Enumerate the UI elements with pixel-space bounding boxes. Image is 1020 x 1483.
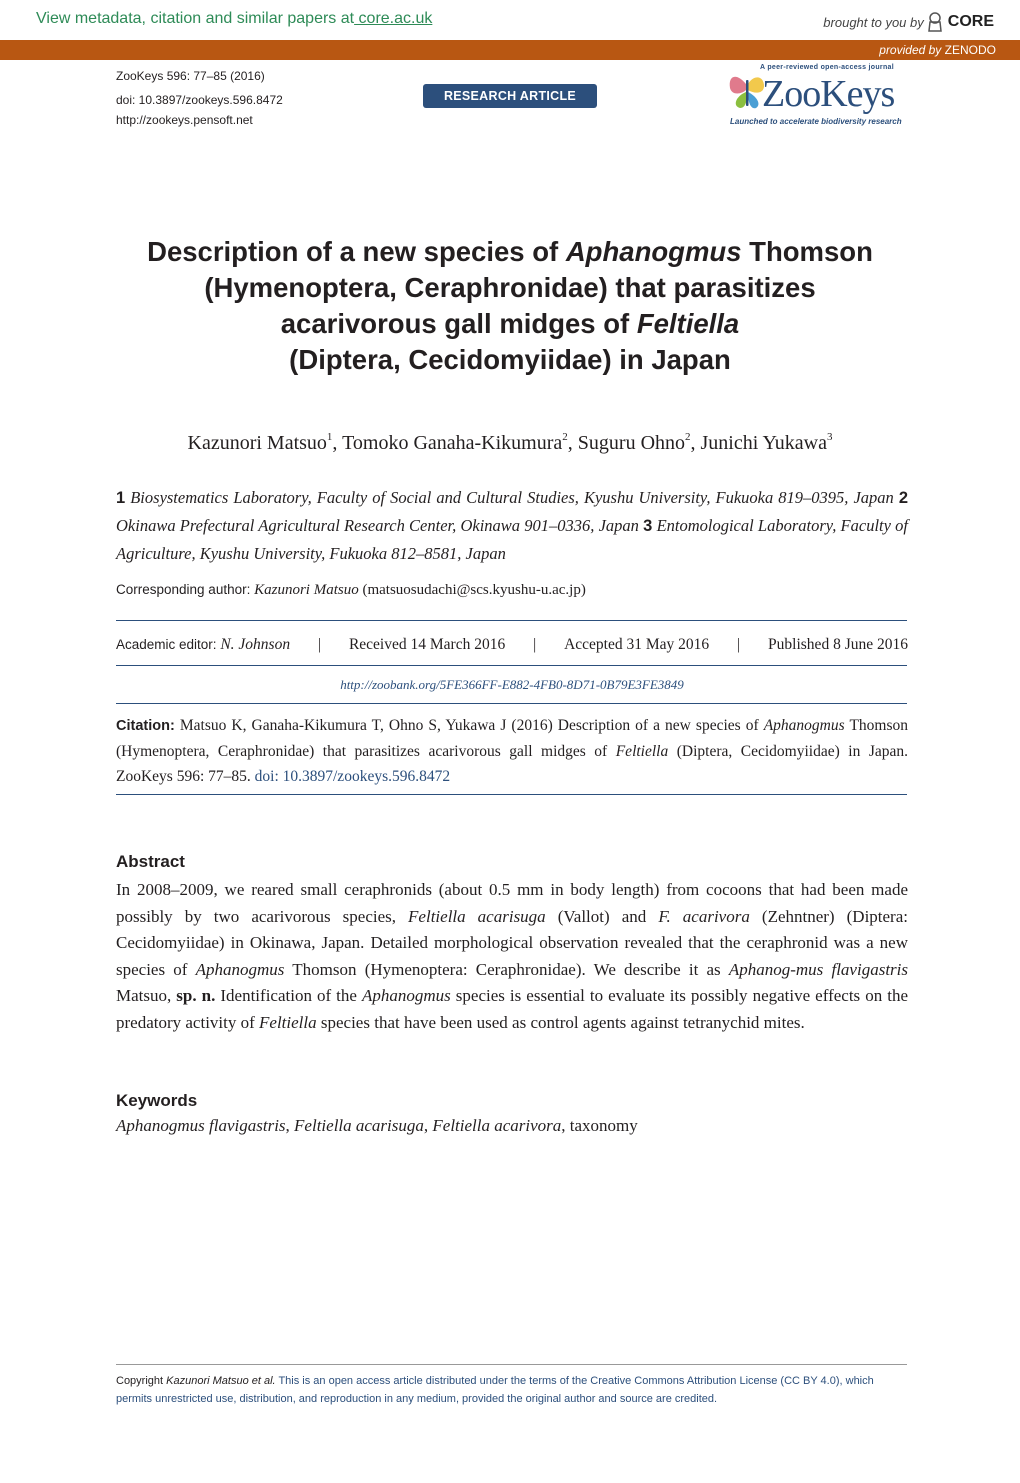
species-name: F. acarivora [658,906,750,926]
affiliation-text: Biosystematics Laboratory, Faculty of Social and Cultural Studies, Kyushu University, Fukuoka 819–0395, Japan [125,488,899,507]
genus-name: Feltiella [259,1012,317,1032]
title-part: Thomson [741,236,873,267]
title-part: acarivorous gall midges of [280,308,637,339]
abstract-part: Thomson (Hymenoptera: Ceraphronidae). We describe it as [284,959,729,979]
keyword: taxonomy [569,1116,638,1135]
core-brought-text: brought to you by [823,14,924,30]
core-provided-by[interactable] [879,43,996,57]
citation-text: Matsuo K, Ganaha-Kikumura T, Ohno S, Yukawa J (2016) Description of a new species of [174,717,764,734]
affiliations [116,484,908,567]
author-separator: , [567,432,578,454]
title-part: (Hymenoptera, Ceraphronidae) that parasitizes [204,272,816,303]
author-list [60,432,960,455]
journal-citation-line: ZooKeys 596: 77–85 (2016) [116,69,265,83]
citation-doi-link[interactable]: doi: 10.3897/zookeys.596.8472 [254,768,451,785]
title-part: Description of a new species of [147,236,566,267]
accepted-date: Accepted 31 May 2016 [564,636,710,653]
corresponding-label: Corresponding author [116,582,247,597]
editor-label: Academic editor [116,637,213,652]
core-metadata-link[interactable] [36,10,432,28]
author-name: Junichi Yukawa [700,432,827,454]
date-separator: | [737,636,741,653]
citation-genus: Aphanogmus [763,717,845,734]
author[interactable] [188,432,333,454]
abstract-part: Identification of the [215,986,362,1005]
affiliation-number: 1 [116,489,126,507]
abstract-part: (Zehntner) (Diptera: Cecidomyiidae) in Okinawa, Japan. Detailed morphological observation revealed that the ceraphronid was a new species of [116,906,908,979]
copyright-authors: Kazunori Matsuo et al. [166,1375,276,1387]
author[interactable] [342,432,568,454]
author-name: Tomoko Ganaha-Kikumura [342,432,563,454]
affiliation-number: 3 [643,517,653,535]
divider [116,665,907,666]
core-logo-icon [926,12,944,32]
abstract-part: species that have been used as control agents against tetranychid mites. [316,1012,805,1032]
received-date: Received 14 March 2016 [348,636,506,653]
genus-name: Aphanogmus [195,959,285,979]
abstract-heading: Abstract [116,852,185,871]
copyright-label: Copyright [116,1375,167,1387]
article-title [60,234,960,378]
date-separator: | [317,636,322,653]
new-species-marker: sp. n. [176,986,216,1005]
published-date: Published 8 June 2016 [768,636,908,653]
zoobank-link[interactable]: http://zoobank.org/5FE366FF-E882-4FB0-8D71-0B79E3FE3849 [340,677,684,692]
abstract-part: In 2008–2009, we reared small ceraphronids (about 0.5 mm in body length) from cocoons that had been made possibly by two acarivorous species, [116,880,908,926]
title-genus: Feltiella [636,308,740,339]
author-name: Kazunori Matsuo [187,432,327,454]
abstract-text [116,877,908,1036]
provided-by-text: provided by [879,43,942,57]
genus-name: Aphanogmus [361,986,451,1005]
divider [116,703,907,704]
author[interactable] [701,432,833,454]
title-genus: Aphanogmus [565,236,742,267]
divider [116,620,907,621]
corresponding-name: Kazunori Matsuo [254,582,359,598]
core-label: CORE [947,13,994,30]
citation-text: Thomson (Hymenoptera, Ceraphronidae) that parasitizes acarivorous gall midges of [116,717,909,760]
author-separator: , [690,432,701,454]
abstract-part: Matsuo, [116,986,177,1005]
core-site-link[interactable]: core.ac.uk [354,10,433,27]
abstract-part: (Vallot) and [545,906,659,926]
zookeys-logo [726,62,910,128]
species-name: Aphanog-mus flavigastris [728,959,908,979]
affiliation-text: Okinawa Prefectural Agricultural Research Center, Okinawa 901–0336, Japan [116,516,644,535]
core-metadata-text: View metadata, citation and similar papers at [36,10,355,27]
affiliation-number: 2 [898,489,908,507]
article-dates [116,636,908,654]
author-affil-number: 3 [826,431,833,443]
keyword: Feltiella acarivora [432,1116,562,1135]
author-affil-number: 2 [685,431,691,443]
citation-text: (Diptera, Cecidomyiidae) in Japan. ZooKeys 596: 77–85. [116,743,908,785]
keyword: Feltiella acarisuga [294,1116,424,1135]
keyword: Aphanogmus flavigastris [116,1116,286,1135]
logo-slogan: Launched to accelerate biodiversity research [730,117,902,126]
editor-name: N. Johnson [220,636,291,653]
logo-tagline: A peer-reviewed open-access journal [760,64,894,71]
author[interactable] [578,432,691,454]
species-name: Feltiella acarisuga [408,906,546,926]
author-affil-number: 2 [562,431,568,443]
journal-doi-link[interactable]: doi: 10.3897/zookeys.596.8472 [116,93,283,107]
core-brought-by[interactable] [823,12,994,32]
affiliation-text: Entomological Laboratory, Faculty of Agriculture, Kyushu University, Fukuoka 812–8581, Japan [116,516,908,563]
academic-editor: Academic editor: N. Johnson [116,636,291,653]
core-provider-bar [0,40,1020,60]
copyright-notice [116,1372,908,1408]
citation-genus: Feltiella [615,743,669,760]
abstract-part: species is essential to evaluate its possibly negative effects on the predatory activity of [116,986,908,1032]
citation-label: Citation: [116,718,175,734]
author-name: Suguru Ohno [577,432,686,454]
title-part: (Diptera, Cecidomyiidae) in Japan [289,344,731,375]
copyright-text: This is an open access article distributed under the terms of the Creative Commons Attribution License (CC BY 4.0), which permits unrestricted use, distribution, and reproduction in any medium, provided the original author and source are credited. [116,1375,874,1405]
corresponding-email-link[interactable]: (matsuosudachi@scs.kyushu-u.ac.jp) [362,582,586,598]
citation [116,713,908,789]
date-separator: | [533,636,537,653]
divider [116,794,907,795]
keywords-list: Aphanogmus flavigastris, Feltiella acarisuga, Feltiella acarivora, taxonomy [116,1116,638,1135]
author-affil-number: 1 [326,431,333,443]
keywords-heading: Keywords [116,1091,198,1110]
corresponding-author: Corresponding author: Kazunori Matsuo (matsuosudachi@scs.kyushu-u.ac.jp) [116,582,586,598]
author-separator: , [332,432,343,454]
journal-url-link[interactable]: http://zookeys.pensoft.net [116,113,253,127]
article-type-badge: RESEARCH ARTICLE [423,84,597,108]
provider-name: ZENODO [944,43,996,57]
divider [116,1364,907,1365]
core-banner [0,0,1020,40]
logo-wordmark: ZooKeys [762,73,895,115]
